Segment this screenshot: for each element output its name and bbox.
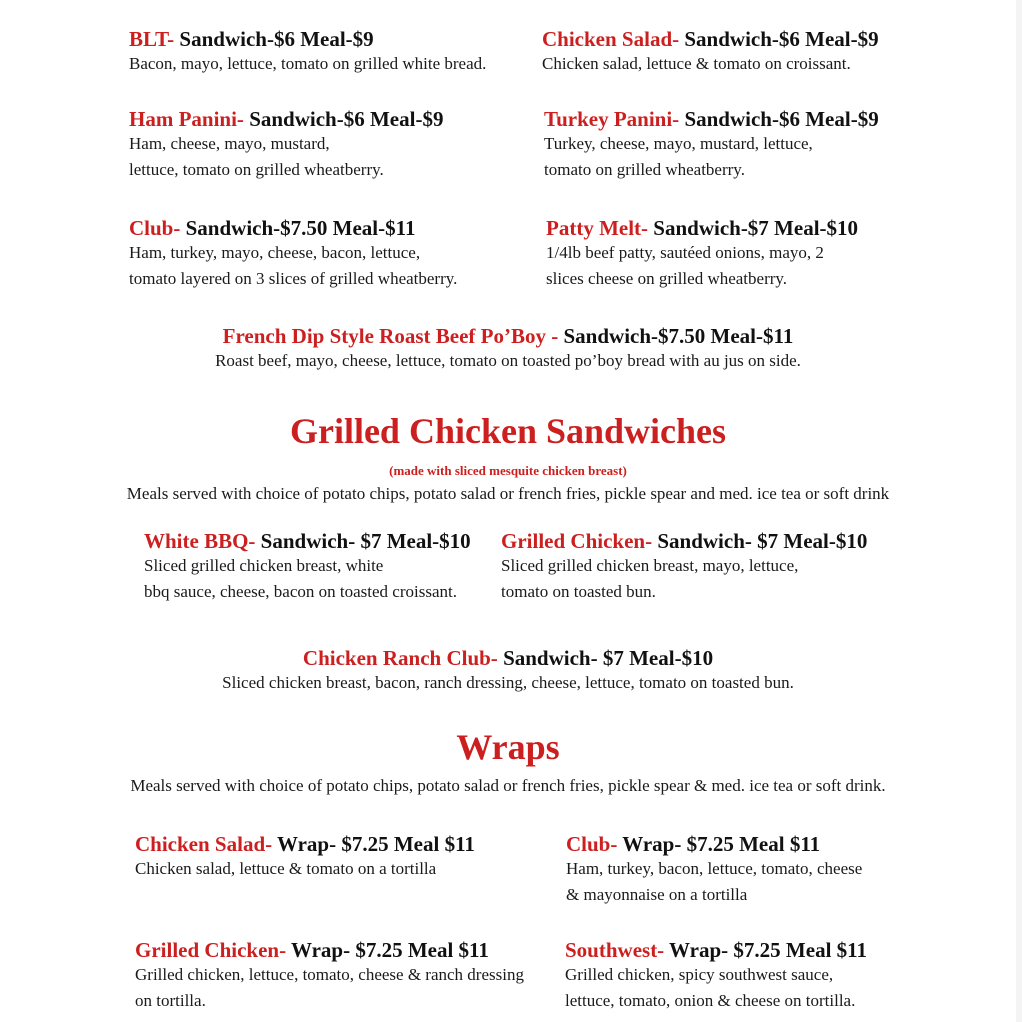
item-description-line: tomato layered on 3 slices of grilled wheatberry. xyxy=(129,269,458,289)
menu-item-grilled-chicken-wrap xyxy=(135,938,524,1014)
item-description-line: on tortilla. xyxy=(135,991,206,1011)
item-price: Sandwich- $7 Meal-$10 xyxy=(652,529,868,553)
menu-item-white-bbq xyxy=(144,529,471,605)
item-title xyxy=(0,324,1016,348)
section-heading-wraps: Wraps xyxy=(456,727,560,767)
item-price: Sandwich-$7 Meal-$10 xyxy=(648,216,859,240)
item-price: Sandwich-$6 Meal-$9 xyxy=(174,27,374,51)
page-edge xyxy=(1016,0,1022,1022)
item-name: Southwest- xyxy=(565,938,665,962)
item-description-line: Sliced grilled chicken breast, white xyxy=(144,556,384,576)
menu-item-turkey-panini xyxy=(544,107,879,183)
item-title xyxy=(135,832,475,856)
item-title xyxy=(129,216,457,240)
menu-item-club xyxy=(129,216,457,292)
item-name: Ham Panini- xyxy=(129,107,244,131)
menu-item-chicken-salad-wrap xyxy=(135,832,475,882)
item-name: Turkey Panini- xyxy=(544,107,680,131)
item-title xyxy=(544,107,879,131)
item-title xyxy=(129,107,443,131)
item-name: Chicken Salad- xyxy=(542,27,680,51)
item-title xyxy=(565,938,867,962)
item-description-line: lettuce, tomato, onion & cheese on tortilla. xyxy=(565,991,856,1011)
menu-item-blt xyxy=(129,27,486,77)
item-name: French Dip Style Roast Beef Po’Boy - xyxy=(222,324,559,348)
item-description: Chicken salad, lettuce & tomato on croissant. xyxy=(542,54,851,74)
item-description-line: Ham, cheese, mayo, mustard, xyxy=(129,134,330,154)
item-price: Wrap- $7.25 Meal $11 xyxy=(286,938,489,962)
item-description-line: bbq sauce, cheese, bacon on toasted croissant. xyxy=(144,582,457,602)
item-description: Roast beef, mayo, cheese, lettuce, tomato on toasted po’boy bread with au jus on side. xyxy=(215,351,801,371)
menu-item-chicken-ranch-club xyxy=(0,646,1016,696)
item-price: Sandwich-$7.50 Meal-$11 xyxy=(180,216,416,240)
menu-item-club-wrap xyxy=(566,832,862,908)
item-name: Chicken Salad- xyxy=(135,832,273,856)
item-name: Chicken Ranch Club- xyxy=(302,646,498,670)
item-description: Sliced chicken breast, bacon, ranch dressing, cheese, lettuce, tomato on toasted bun. xyxy=(222,673,794,693)
item-title xyxy=(135,938,524,962)
item-price: Wrap- $7.25 Meal $11 xyxy=(617,832,821,856)
item-title xyxy=(566,832,862,856)
item-price: Wrap- $7.25 Meal $11 xyxy=(272,832,475,856)
item-price: Sandwich- $7 Meal-$10 xyxy=(497,646,714,670)
section-heading-grilled-chicken: Grilled Chicken Sandwiches xyxy=(289,411,727,451)
item-description-line: tomato on grilled wheatberry. xyxy=(544,160,745,180)
item-title xyxy=(542,27,879,51)
item-title xyxy=(144,529,471,553)
item-price: Sandwich-$6 Meal-$9 xyxy=(243,107,444,131)
item-name: Patty Melt- xyxy=(546,216,649,240)
item-title xyxy=(546,216,858,240)
item-price: Wrap- $7.25 Meal $11 xyxy=(664,938,867,962)
item-price: Sandwich- $7 Meal-$10 xyxy=(255,529,471,553)
item-description-line: slices cheese on grilled wheatberry. xyxy=(546,269,788,289)
item-description-line: Sliced grilled chicken breast, mayo, lettuce, xyxy=(501,556,799,576)
item-description: Chicken salad, lettuce & tomato on a tortilla xyxy=(135,859,437,879)
menu-item-southwest-wrap xyxy=(565,938,867,1014)
item-description-line: tomato on toasted bun. xyxy=(501,582,656,602)
menu-item-grilled-chicken xyxy=(501,529,867,605)
item-description-line: 1/4lb beef patty, sautéed onions, mayo, 2 xyxy=(546,243,824,263)
menu-item-patty-melt xyxy=(546,216,858,292)
item-description-line: & mayonnaise on a tortilla xyxy=(566,885,748,905)
item-description: Bacon, mayo, lettuce, tomato on grilled white bread. xyxy=(129,54,487,74)
item-name: Club- xyxy=(129,216,181,240)
item-name: Grilled Chicken- xyxy=(135,938,287,962)
item-name: White BBQ- xyxy=(144,529,256,553)
item-description-line: Ham, turkey, mayo, cheese, bacon, lettuce, xyxy=(129,243,421,263)
item-description-line: Turkey, cheese, mayo, mustard, lettuce, xyxy=(544,134,813,154)
menu-item-chicken-salad xyxy=(542,27,879,77)
item-description-line: Grilled chicken, spicy southwest sauce, xyxy=(565,965,834,985)
meals-note: Meals served with choice of potato chips, potato salad or french fries, pickle spear and med. ice tea or soft drink xyxy=(126,484,890,503)
menu-item-french-dip xyxy=(0,324,1016,374)
item-title xyxy=(0,646,1016,670)
item-name: BLT- xyxy=(129,27,175,51)
item-description-line: lettuce, tomato on grilled wheatberry. xyxy=(129,160,384,180)
item-name: Club- xyxy=(566,832,618,856)
item-description-line: Ham, turkey, bacon, lettuce, tomato, cheese xyxy=(566,859,863,879)
item-description-line: Grilled chicken, lettuce, tomato, cheese & ranch dressing xyxy=(135,965,524,985)
section-note: (made with sliced mesquite chicken breast) xyxy=(389,463,627,478)
meals-note: Meals served with choice of potato chips, potato salad or french fries, pickle spear & med. ice tea or soft drink. xyxy=(130,776,886,795)
item-price: Sandwich-$6 Meal-$9 xyxy=(679,107,879,131)
item-title xyxy=(501,529,867,553)
item-title xyxy=(129,27,486,51)
item-name: Grilled Chicken- xyxy=(501,529,653,553)
menu-item-ham-panini xyxy=(129,107,443,183)
item-price: Sandwich-$7.50 Meal-$11 xyxy=(558,324,794,348)
item-price: Sandwich-$6 Meal-$9 xyxy=(679,27,879,51)
